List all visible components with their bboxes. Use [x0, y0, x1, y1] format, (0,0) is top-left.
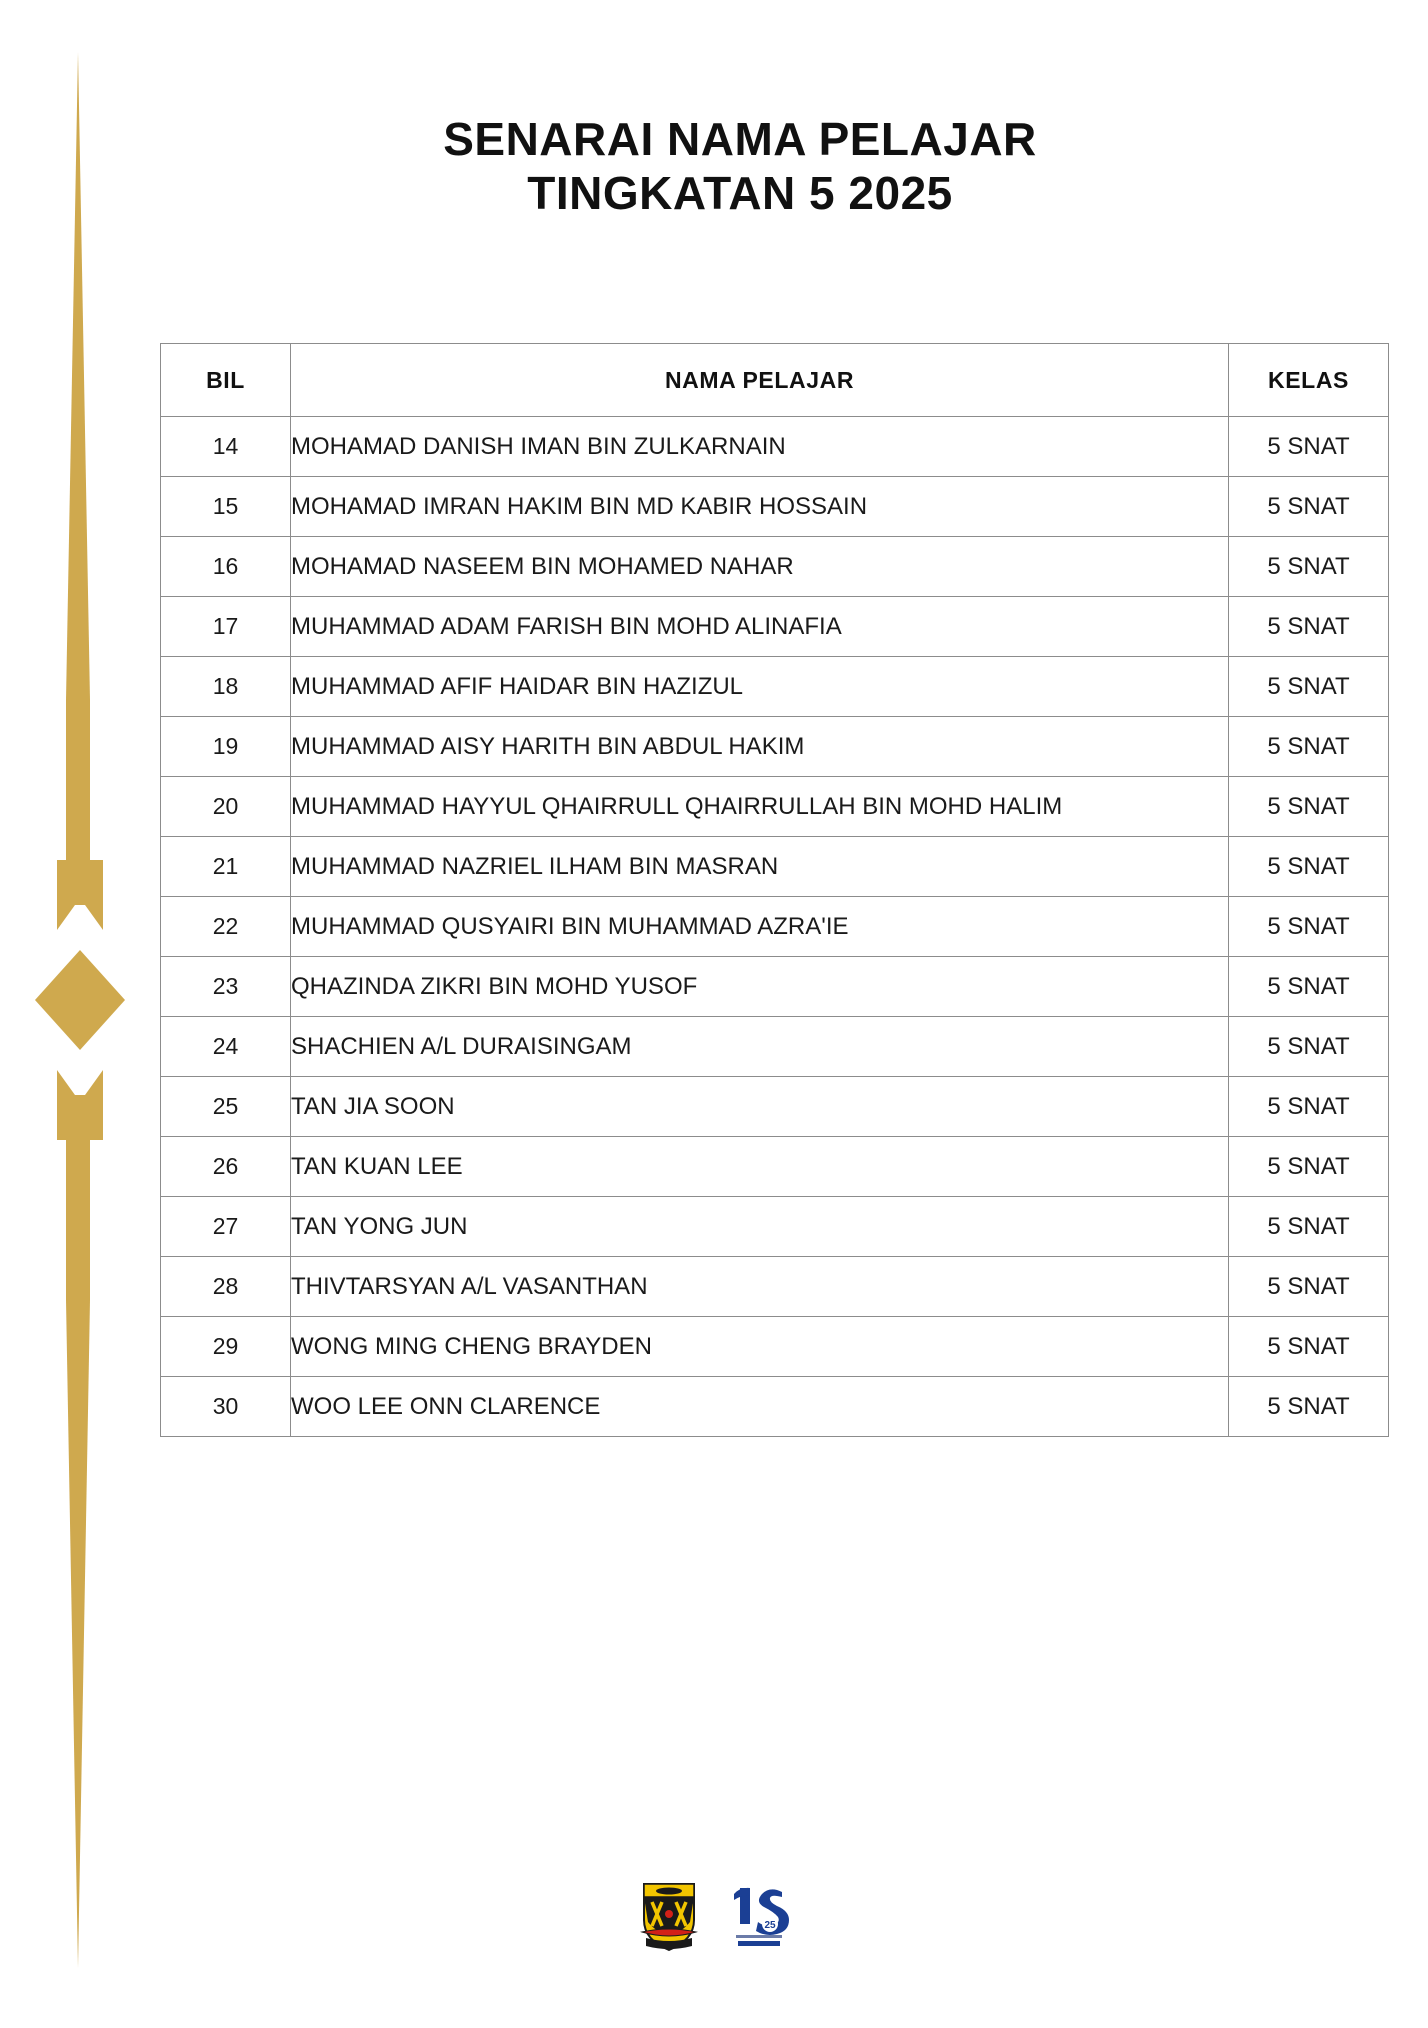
cell-nama-pelajar: TAN KUAN LEE: [291, 1137, 1229, 1197]
ornament-upper-notch: [57, 860, 103, 930]
cell-bil: 26: [161, 1137, 291, 1197]
cell-kelas: 5 SNAT: [1229, 717, 1389, 777]
column-header-bil: BIL: [161, 344, 291, 417]
footer-logos: [0, 1880, 1428, 1952]
student-roster-table: [160, 343, 1389, 1437]
cell-bil: 30: [161, 1377, 291, 1437]
table-row: [161, 777, 1389, 837]
cell-kelas: 5 SNAT: [1229, 537, 1389, 597]
column-header-kelas: KELAS: [1229, 344, 1389, 417]
cell-bil: 24: [161, 1017, 291, 1077]
table-row: [161, 417, 1389, 477]
cell-nama-pelajar: WOO LEE ONN CLARENCE: [291, 1377, 1229, 1437]
cell-kelas: 5 SNAT: [1229, 897, 1389, 957]
cell-kelas: 5 SNAT: [1229, 1197, 1389, 1257]
page-title: [160, 112, 1320, 221]
table-row: [161, 1077, 1389, 1137]
cell-nama-pelajar: MOHAMAD DANISH IMAN BIN ZULKARNAIN: [291, 417, 1229, 477]
table-row: [161, 657, 1389, 717]
table-row: [161, 1317, 1389, 1377]
title-line-2: TINGKATAN 5 2025: [527, 167, 953, 220]
cell-bil: 28: [161, 1257, 291, 1317]
table-row: [161, 1377, 1389, 1437]
table-row: [161, 477, 1389, 537]
cell-bil: 15: [161, 477, 291, 537]
cell-nama-pelajar: MUHAMMAD QUSYAIRI BIN MUHAMMAD AZRA'IE: [291, 897, 1229, 957]
anniversary-emblem-logo: [728, 1880, 790, 1952]
cell-bil: 29: [161, 1317, 291, 1377]
cell-bil: 21: [161, 837, 291, 897]
cell-nama-pelajar: MUHAMMAD AFIF HAIDAR BIN HAZIZUL: [291, 657, 1229, 717]
cell-kelas: 5 SNAT: [1229, 477, 1389, 537]
cell-bil: 17: [161, 597, 291, 657]
cell-nama-pelajar: MUHAMMAD ADAM FARISH BIN MOHD ALINAFIA: [291, 597, 1229, 657]
cell-kelas: 5 SNAT: [1229, 1257, 1389, 1317]
cell-kelas: 5 SNAT: [1229, 657, 1389, 717]
cell-bil: 20: [161, 777, 291, 837]
ornament-upper-spike: [66, 52, 90, 905]
ornament-diamond: [35, 950, 125, 1050]
student-roster-table-container: [160, 343, 1388, 1437]
cell-nama-pelajar: MOHAMAD IMRAN HAKIM BIN MD KABIR HOSSAIN: [291, 477, 1229, 537]
table-row: [161, 537, 1389, 597]
cell-kelas: 5 SNAT: [1229, 837, 1389, 897]
cell-bil: 25: [161, 1077, 291, 1137]
cell-kelas: 5 SNAT: [1229, 957, 1389, 1017]
cell-kelas: 5 SNAT: [1229, 1317, 1389, 1377]
cell-bil: 18: [161, 657, 291, 717]
cell-nama-pelajar: THIVTARSYAN A/L VASANTHAN: [291, 1257, 1229, 1317]
cell-nama-pelajar: QHAZINDA ZIKRI BIN MOHD YUSOF: [291, 957, 1229, 1017]
cell-kelas: 5 SNAT: [1229, 417, 1389, 477]
cell-nama-pelajar: MOHAMAD NASEEM BIN MOHAMED NAHAR: [291, 537, 1229, 597]
cell-bil: 19: [161, 717, 291, 777]
table-row: [161, 897, 1389, 957]
cell-nama-pelajar: SHACHIEN A/L DURAISINGAM: [291, 1017, 1229, 1077]
table-row: [161, 1017, 1389, 1077]
cell-bil: 23: [161, 957, 291, 1017]
table-header-row: [161, 344, 1389, 417]
table-row: [161, 957, 1389, 1017]
table-row: [161, 1257, 1389, 1317]
cell-kelas: 5 SNAT: [1229, 1377, 1389, 1437]
cell-nama-pelajar: MUHAMMAD AISY HARITH BIN ABDUL HAKIM: [291, 717, 1229, 777]
title-line-1: SENARAI NAMA PELAJAR: [443, 113, 1037, 165]
table-row: [161, 837, 1389, 897]
cell-nama-pelajar: TAN JIA SOON: [291, 1077, 1229, 1137]
cell-bil: 14: [161, 417, 291, 477]
table-body: [161, 417, 1389, 1437]
cell-bil: 27: [161, 1197, 291, 1257]
school-crest-logo: [638, 1880, 700, 1952]
gold-diamond-ribbon-ornament: [0, 0, 160, 2028]
table-row: [161, 597, 1389, 657]
cell-nama-pelajar: MUHAMMAD NAZRIEL ILHAM BIN MASRAN: [291, 837, 1229, 897]
cell-kelas: 5 SNAT: [1229, 597, 1389, 657]
cell-bil: 16: [161, 537, 291, 597]
cell-bil: 22: [161, 897, 291, 957]
column-header-nama: NAMA PELAJAR: [291, 344, 1229, 417]
svg-text:25: 25: [764, 1920, 776, 1931]
ornament-lower-spike: [66, 1095, 90, 1968]
table-row: [161, 1137, 1389, 1197]
cell-nama-pelajar: WONG MING CHENG BRAYDEN: [291, 1317, 1229, 1377]
cell-kelas: 5 SNAT: [1229, 777, 1389, 837]
cell-nama-pelajar: TAN YONG JUN: [291, 1197, 1229, 1257]
cell-nama-pelajar: MUHAMMAD HAYYUL QHAIRRULL QHAIRRULLAH BIN MOHD HALIM: [291, 777, 1229, 837]
ornament-lower-notch: [57, 1070, 103, 1140]
cell-kelas: 5 SNAT: [1229, 1017, 1389, 1077]
cell-kelas: 5 SNAT: [1229, 1077, 1389, 1137]
table-row: [161, 717, 1389, 777]
table-row: [161, 1197, 1389, 1257]
cell-kelas: 5 SNAT: [1229, 1137, 1389, 1197]
table-header: [161, 344, 1389, 417]
